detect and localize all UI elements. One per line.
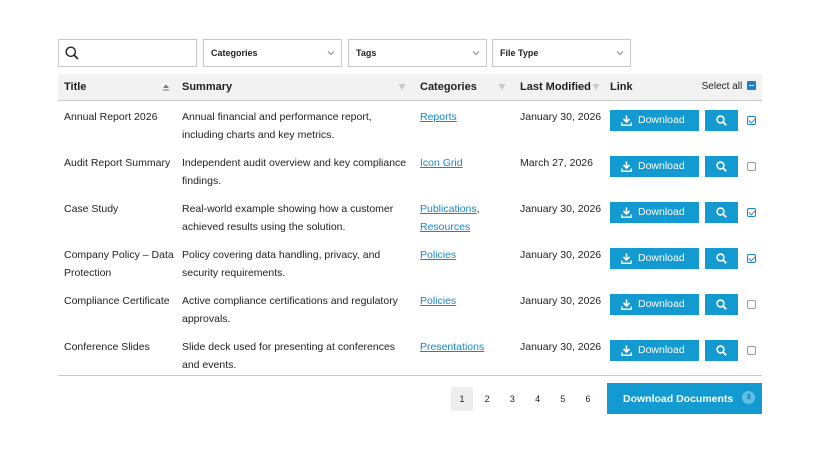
column-summary-label: Summary <box>182 81 233 93</box>
preview-button[interactable] <box>705 110 738 131</box>
download-button[interactable] <box>610 340 699 361</box>
column-header-title[interactable] <box>64 74 176 100</box>
row-select-checkbox[interactable] <box>747 116 756 125</box>
column-header-last-modified[interactable] <box>520 74 608 100</box>
row-select-checkbox[interactable] <box>747 162 756 171</box>
column-header-categories[interactable] <box>420 74 514 100</box>
download-label: Download <box>638 206 685 218</box>
row-categories <box>420 200 514 236</box>
preview-button[interactable] <box>705 202 738 223</box>
page-3-button[interactable]: 3 <box>509 394 515 404</box>
column-last-modified-label: Last Modified <box>520 81 591 93</box>
select-all-label: Select all <box>701 81 743 92</box>
row-categories <box>420 108 514 126</box>
download-icon <box>621 207 632 218</box>
table-header <box>58 74 762 101</box>
column-header-link <box>610 74 650 100</box>
row-last-modified: January 30, 2026 <box>520 203 602 215</box>
page-6-button[interactable]: 6 <box>585 394 591 404</box>
page-4-button[interactable]: 4 <box>535 394 541 404</box>
table-row <box>58 148 762 194</box>
category-link[interactable]: Reports <box>420 111 457 123</box>
download-button[interactable] <box>610 156 699 177</box>
row-title: Audit Report Summary <box>64 157 171 169</box>
row-summary: Annual financial and performance report, including charts and key metrics. <box>182 111 372 141</box>
search-icon <box>716 299 727 310</box>
search-icon <box>716 345 727 356</box>
row-last-modified: January 30, 2026 <box>520 341 602 353</box>
row-select-checkbox[interactable] <box>747 346 756 355</box>
row-title: Annual Report 2026 <box>64 111 158 123</box>
tags-filter-select[interactable] <box>348 39 487 67</box>
page-2-button[interactable]: 2 <box>484 394 490 404</box>
category-link[interactable]: Publications <box>420 203 477 215</box>
tags-filter-label: Tags <box>356 48 377 58</box>
table-row <box>58 102 762 148</box>
filetype-filter-select[interactable] <box>492 39 631 67</box>
row-summary: Slide deck used for presenting at conferences and events. <box>182 341 396 371</box>
row-select-checkbox[interactable] <box>747 300 756 309</box>
download-button[interactable] <box>610 202 699 223</box>
preview-button[interactable] <box>705 294 738 315</box>
filter-icon <box>592 83 600 91</box>
category-link[interactable]: Policies <box>420 249 457 261</box>
row-last-modified: January 30, 2026 <box>520 249 602 261</box>
row-title: Conference Slides <box>64 341 150 353</box>
table-row <box>58 240 762 286</box>
chevron-down-icon <box>616 49 624 57</box>
filter-icon <box>398 83 406 91</box>
download-documents-button[interactable] <box>607 383 762 414</box>
preview-button[interactable] <box>705 156 738 177</box>
select-all-toggle[interactable] <box>702 74 756 100</box>
row-select-checkbox[interactable] <box>747 208 756 217</box>
preview-button[interactable] <box>705 248 738 269</box>
sort-ascending-icon <box>162 83 170 91</box>
select-all-checkbox[interactable] <box>747 81 756 90</box>
selected-count-badge: 3 <box>742 391 755 404</box>
chevron-down-icon <box>327 49 335 57</box>
table-row <box>58 194 762 240</box>
row-summary: Active compliance certifications and regulatory approvals. <box>182 295 398 325</box>
categories-filter-label: Categories <box>211 48 258 58</box>
category-link[interactable]: Resources <box>420 221 471 233</box>
column-categories-label: Categories <box>420 81 477 93</box>
column-link-label: Link <box>610 81 633 93</box>
download-label: Download <box>638 344 685 356</box>
download-icon <box>621 161 632 172</box>
category-link[interactable]: Presentations <box>420 341 485 353</box>
row-summary: Real-world example showing how a customer achieved results using the solution. <box>182 203 394 233</box>
download-button[interactable] <box>610 294 699 315</box>
download-icon <box>621 299 632 310</box>
filetype-filter-label: File Type <box>500 48 539 58</box>
search-icon <box>65 46 79 60</box>
categories-filter-select[interactable] <box>203 39 342 67</box>
page-1-button[interactable]: 1 <box>451 387 473 411</box>
category-separator: , <box>476 203 480 215</box>
table-row <box>58 286 762 332</box>
chevron-down-icon <box>472 49 480 57</box>
page-5-button[interactable]: 5 <box>560 394 566 404</box>
row-last-modified: January 30, 2026 <box>520 111 602 123</box>
row-select-checkbox[interactable] <box>747 254 756 263</box>
preview-button[interactable] <box>705 340 738 361</box>
search-input[interactable] <box>58 39 197 67</box>
search-icon <box>716 161 727 172</box>
download-label: Download <box>638 252 685 264</box>
row-categories <box>420 338 514 356</box>
table-row <box>58 332 762 378</box>
row-summary: Policy covering data handling, privacy, and security requirements. <box>182 249 381 279</box>
category-link[interactable]: Icon Grid <box>420 157 463 169</box>
download-label: Download <box>638 298 685 310</box>
search-icon <box>716 253 727 264</box>
filter-icon <box>498 83 506 91</box>
category-link[interactable]: Policies <box>420 295 457 307</box>
row-title: Compliance Certificate <box>64 295 170 307</box>
column-header-summary[interactable] <box>182 74 414 100</box>
download-icon <box>621 253 632 264</box>
download-icon <box>621 345 632 356</box>
row-title: Case Study <box>64 203 119 215</box>
download-button[interactable] <box>610 248 699 269</box>
download-label: Download <box>638 160 685 172</box>
download-documents-label: Download Documents <box>623 392 734 405</box>
row-last-modified: January 30, 2026 <box>520 295 602 307</box>
row-categories <box>420 246 514 264</box>
column-title-label: Title <box>64 81 87 93</box>
download-icon <box>621 115 632 126</box>
row-categories <box>420 292 514 310</box>
search-icon <box>716 207 727 218</box>
row-title: Company Policy – Data Protection <box>64 249 174 279</box>
search-icon <box>716 115 727 126</box>
table-bottom-divider <box>58 375 762 376</box>
row-summary: Independent audit overview and key compliance findings. <box>182 157 407 187</box>
download-button[interactable] <box>610 110 699 131</box>
row-categories <box>420 154 514 172</box>
row-last-modified: March 27, 2026 <box>520 157 593 169</box>
download-label: Download <box>638 114 685 126</box>
